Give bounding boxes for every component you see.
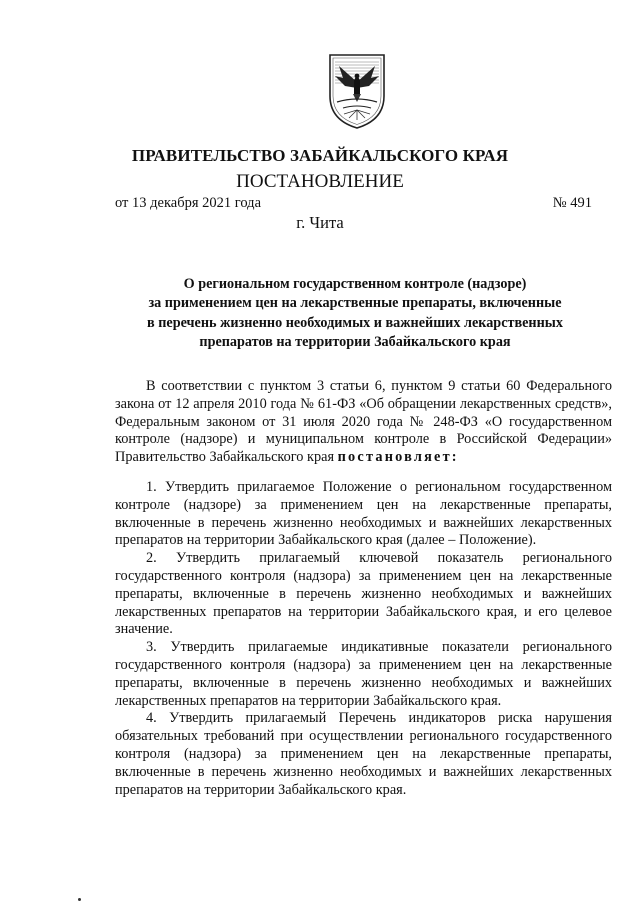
subject-line: О региональном государственном контроле (надзоре) <box>183 276 527 292</box>
subject-line: в перечень жизненно необходимых и важнейших лекарственных <box>147 314 563 331</box>
preamble-text: В соответствии с пунктом 3 статьи 6, пунктом 9 статьи 60 Федерального закона от 12 апреля 2010 года № 61-ФЗ «Об обращении лекарственных средств», Федеральным законом от 31 июля 2020 года № 248-ФЗ «О государственном контроле (надзоре) и муниципальном контроле в Российской Федерации» Правительство Забайкальского края <box>115 378 612 466</box>
subject-line: препаратов на территории Забайкальского края <box>199 334 511 351</box>
decree-colon: : <box>451 449 459 466</box>
decree-item: 1. Утвердить прилагаемое Положение о региональном государственном контроле (надзоре) за применением цен на лекарственные препараты, включенные в перечень жизненно необходимых и важнейших лекарственных препаратов на территории Забайкальского края (далее – Положение). <box>115 478 612 549</box>
government-title: ПРАВИТЕЛЬСТВО ЗАБАЙКАЛЬСКОГО КРАЯ <box>131 146 509 165</box>
document-number: № 491 <box>552 195 592 211</box>
document-city: г. Чита <box>296 213 344 232</box>
coat-of-arms-icon <box>327 52 387 130</box>
scan-mark <box>78 898 81 901</box>
document-date: от 13 декабря 2021 года <box>115 195 261 211</box>
decree-item: 2. Утвердить прилагаемый ключевой показатель регионального государственного контроля (надзора) за применением цен на лекарственные препараты, включенные в перечень жизненно необходимых и важнейших лекарственных препаратов на территории Забайкальского края, и его целевое значение. <box>115 550 612 638</box>
document-body <box>115 378 612 799</box>
decree-item: 4. Утвердить прилагаемый Перечень индикаторов риска нарушения обязательных требований при осуществлении регионального государственного контроля (надзора) за применением цен на лекарственные препараты, включенные в перечень жизненно необходимых и важнейших лекарственных препаратов на территории Забайкальского края. <box>115 710 612 798</box>
decree-item: 3. Утвердить прилагаемые индикативные показатели регионального государственного контроля (надзора) за применением цен на лекарственные препараты, включенные в перечень жизненно необходимых и важнейших лекарственных препаратов на территории Забайкальского края. <box>115 639 612 709</box>
document-type: ПОСТАНОВЛЕНИЕ <box>236 171 404 192</box>
decree-word: постановляет <box>337 449 452 466</box>
document-subject <box>115 275 595 353</box>
subject-line: за применением цен на лекарственные препараты, включенные <box>148 295 562 312</box>
preamble-paragraph <box>115 378 612 467</box>
